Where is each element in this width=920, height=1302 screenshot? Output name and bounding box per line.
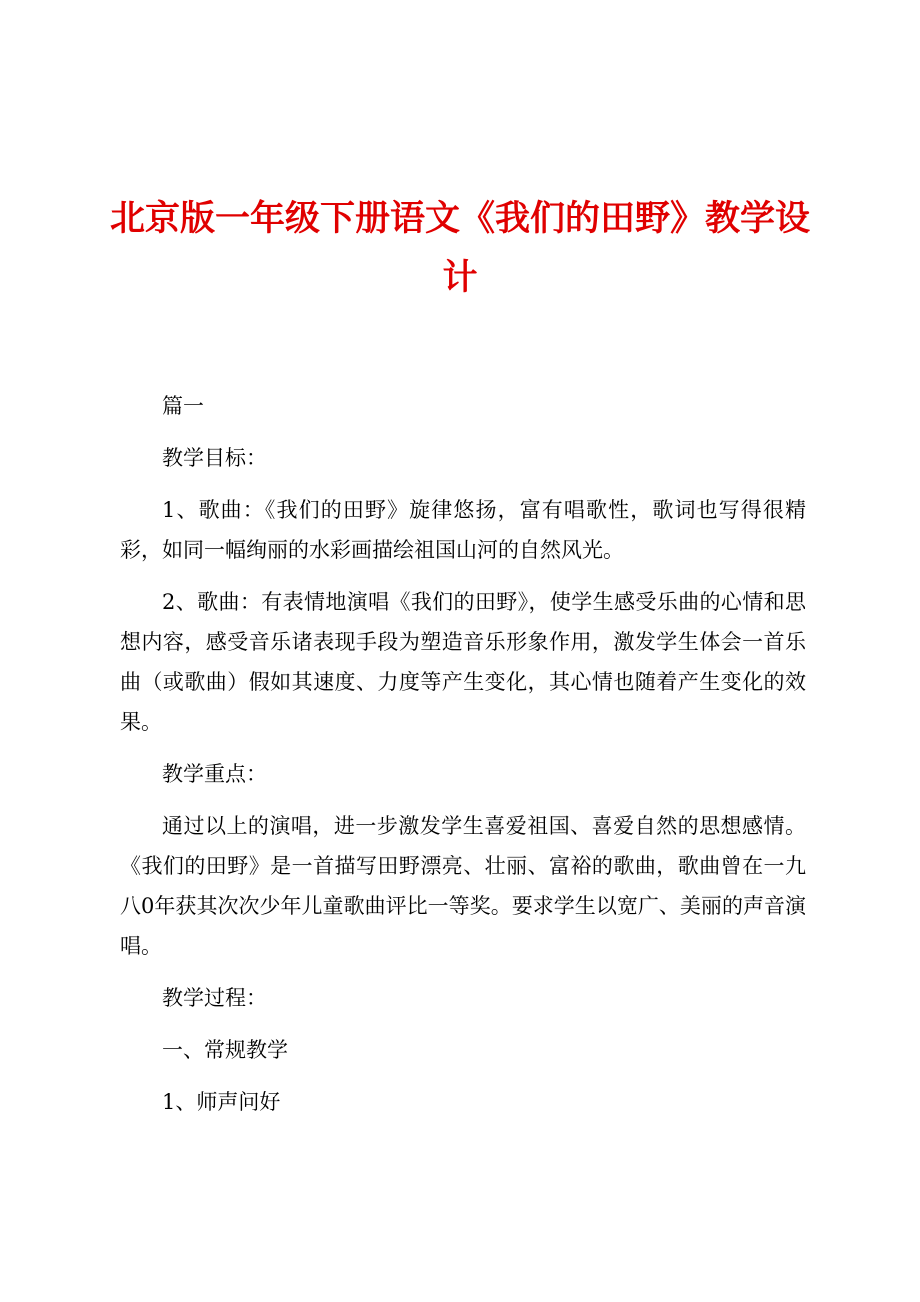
process-substep-greeting: 1、师声问好 <box>162 1090 281 1114</box>
goal-item-2: 2、歌曲：有表情地演唱《我们的田野》，使学生感受乐曲的心情和思想内容，感受音乐诸表现手段为塑造音乐形象作用，激发学生体会一首乐曲（或歌曲）假如其速度、力度等产生变化，其心情也随着产生变化的效果。 <box>120 590 806 734</box>
heading-teaching-goals: 教学目标： <box>162 446 267 470</box>
heading-teaching-process: 教学过程： <box>162 986 267 1010</box>
heading-teaching-focus: 教学重点： <box>162 762 267 786</box>
section-heading-part-one: 篇一 <box>162 394 204 418</box>
document-body <box>120 386 806 1134</box>
process-step-routine: 一、常规教学 <box>162 1038 288 1062</box>
goal-item-1: 1、歌曲：《我们的田野》旋律悠扬，富有唱歌性，歌词也写得很精彩，如同一幅绚丽的水彩画描绘祖国山河的自然风光。 <box>120 498 806 562</box>
focus-paragraph: 通过以上的演唱，进一步激发学生喜爱祖国、喜爱自然的思想感情。《我们的田野》是一首描写田野漂亮、壮丽、富裕的歌曲，歌曲曾在一九八0年获其次次少年儿童歌曲评比一等奖。要求学生以宽广、美丽的声音演唱。 <box>120 814 806 958</box>
document-title: 北京版一年级下册语文《我们的田野》教学设计 <box>110 199 811 298</box>
